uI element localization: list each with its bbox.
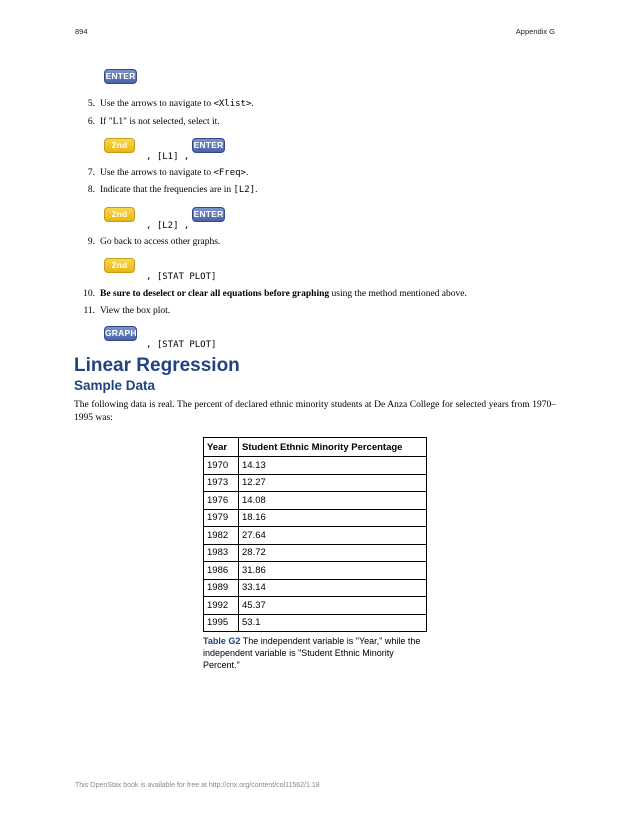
- list-item: 9. Go back to access other graphs.: [87, 237, 221, 247]
- second-key-icon: 2nd: [104, 207, 135, 222]
- table-row: 1995 53.1: [204, 614, 427, 632]
- table-row: 1983 28.72: [204, 544, 427, 562]
- table-row: 1989 33.14: [204, 579, 427, 597]
- keystroke-stat-plot: , [STAT PLOT]: [146, 272, 217, 282]
- list-item: 5. Use the arrows to navigate to <Xlist>.: [87, 99, 254, 109]
- second-key-icon: 2nd: [104, 138, 135, 153]
- table-row: 1973 12.27: [204, 474, 427, 492]
- keystroke-l1: , [L1] ,: [146, 152, 190, 162]
- list-item: 7. Use the arrows to navigate to <Freq>.: [87, 168, 249, 178]
- enter-key-icon: ENTER: [104, 69, 137, 84]
- enter-key-icon: ENTER: [192, 207, 225, 222]
- caption-text: The independent variable is "Year," while the independent variable is "Student Ethnic Minority Percent.": [203, 636, 421, 670]
- enter-key-icon: ENTER: [192, 138, 225, 153]
- graph-key-icon: GRAPH: [104, 326, 137, 341]
- table-row: 1979 18.16: [204, 509, 427, 527]
- table-row: 1976 14.08: [204, 492, 427, 510]
- data-table: [203, 437, 427, 632]
- section-title: Linear Regression: [74, 355, 240, 376]
- caption-label: Table G2: [203, 636, 241, 646]
- table-row: 1970 14.13: [204, 457, 427, 475]
- table-row: 1986 31.86: [204, 562, 427, 580]
- table-header-row: [204, 438, 427, 457]
- list-item: 6. If "L1" is not selected, select it.: [87, 117, 220, 127]
- keystroke-l2: , [L2] ,: [146, 221, 190, 231]
- list-item: 11. View the box plot.: [83, 306, 171, 316]
- table-caption: [203, 635, 433, 671]
- subsection-title: Sample Data: [74, 378, 156, 393]
- column-header: Year: [204, 438, 239, 457]
- running-header: Appendix G: [515, 27, 555, 36]
- list-item: 8. Indicate that the frequencies are in [L2].: [87, 185, 258, 195]
- keystroke-stat-plot: , [STAT PLOT]: [146, 340, 217, 350]
- page-footer: This OpenStax book is available for free at http://cnx.org/content/col11562/1.18: [75, 782, 320, 789]
- table-row: 1992 45.37: [204, 597, 427, 615]
- table-row: 1982 27.64: [204, 527, 427, 545]
- second-key-icon: 2nd: [104, 258, 135, 273]
- page-number: 894: [75, 27, 88, 36]
- column-header: Student Ethnic Minority Percentage: [239, 438, 427, 457]
- intro-paragraph: The following data is real. The percent of declared ethnic minority students at De Anza College for selected years from 1970–1995 was:: [74, 400, 556, 423]
- list-item: 10. Be sure to deselect or clear all equations before graphing using the method mentioned above.: [83, 289, 467, 299]
